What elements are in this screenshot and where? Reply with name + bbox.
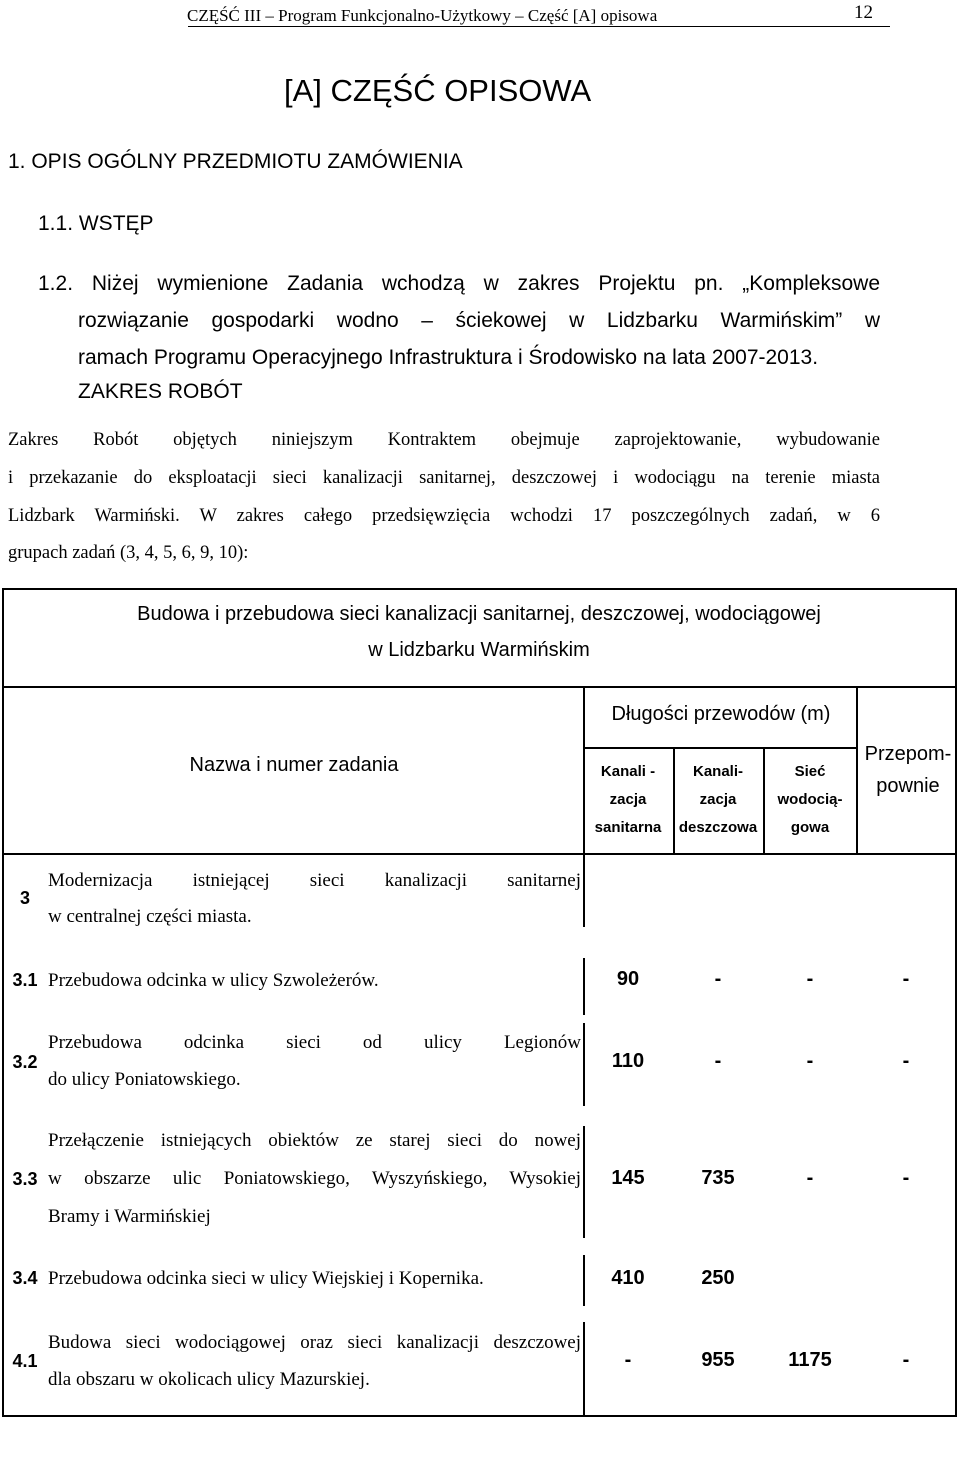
task-name-line: Modernizacja istniejącej sieci kanalizacji sanitarnej: [48, 870, 581, 891]
value-sanitary: 90: [616, 968, 640, 990]
header-line: Kanali-: [692, 763, 743, 780]
document-title: [A] CZĘŚĆ OPISOWA: [284, 73, 592, 108]
column-header-sanitary-sewer: [584, 758, 672, 842]
task-name-line: do ulicy Poniatowskiego.: [48, 1069, 241, 1090]
column-header-pump-stations: [858, 738, 958, 802]
value-water: -: [806, 968, 814, 990]
value-storm: 955: [701, 1349, 735, 1371]
section-heading-1: 1. OPIS OGÓLNY PRZEDMIOTU ZAMÓWIENIA: [8, 150, 463, 173]
value-pump: -: [902, 1349, 910, 1371]
value-storm: 735: [701, 1167, 735, 1189]
task-name-line: w obszarze ulic Poniatowskiego, Wyszyńskiego, Wysokiej: [48, 1168, 581, 1189]
value-water: 1175: [788, 1349, 832, 1371]
header-line: Sieć: [794, 763, 826, 780]
section-1-2-line-2: rozwiązanie gospodarki wodno – ściekowej w Lidzbarku Warmińskim” w: [78, 309, 880, 332]
column-header-lengths: Długości przewodów (m): [611, 703, 831, 725]
task-number: 3: [19, 888, 30, 908]
value-storm: 250: [701, 1267, 735, 1289]
task-name-line: Przebudowa odcinka sieci w ulicy Wiejskiej i Kopernika.: [48, 1268, 484, 1289]
task-name-line: dla obszaru w okolicach ulicy Mazurskiej.: [48, 1369, 370, 1390]
header-line: Kanali -: [600, 763, 656, 780]
header-line: zacja: [609, 791, 647, 808]
header-line: Przepom-: [864, 743, 952, 765]
task-number: 3.3: [12, 1169, 38, 1189]
value-water: -: [806, 1050, 814, 1072]
body-paragraph-line: Zakres Robót objętych niniejszym Kontraktem obejmuje zaprojektowanie, wybudowanie: [8, 430, 880, 450]
running-header: [0, 0, 960, 30]
value-sanitary: -: [624, 1349, 632, 1371]
value-pump: -: [902, 968, 910, 990]
value-storm: -: [714, 968, 722, 990]
table-border-top: [2, 588, 957, 590]
task-name-line: Przebudowa odcinka w ulicy Szwoleżerów.: [48, 970, 379, 991]
zakres-robot-heading: ZAKRES ROBÓT: [78, 380, 243, 403]
table-title: w Lidzbarku Warmińskim: [368, 639, 590, 661]
section-1-2-line-1: 1.2. Niżej wymienione Zadania wchodzą w zakres Projektu pn. „Kompleksowe: [38, 272, 880, 295]
running-header-text: CZĘŚĆ III – Program Funkcjonalno-Użytkowy – Część [A] opisowa: [187, 6, 658, 25]
header-line: gowa: [790, 819, 830, 836]
value-sanitary: 145: [611, 1167, 645, 1189]
section-1-2-line-3: ramach Programu Operacyjnego Infrastruktura i Środowisko na lata 2007-2013.: [78, 346, 819, 369]
task-number: 3.2: [12, 1052, 38, 1072]
task-number: 3.4: [12, 1268, 38, 1288]
value-pump: -: [902, 1167, 910, 1189]
header-line: zacja: [699, 791, 737, 808]
task-name-line: Przełączenie istniejących obiektów ze starej sieci do nowej: [48, 1130, 581, 1151]
body-paragraph-line: Lidzbark Warmiński. W zakres całego przedsięwzięcia wchodzi 17 poszczególnych zadań, w 6: [8, 506, 880, 526]
column-header-water-network: [764, 758, 856, 842]
column-header-task-name: Nazwa i numer zadania: [189, 754, 399, 776]
body-paragraph-line: grupach zadań (3, 4, 5, 6, 9, 10):: [8, 543, 249, 563]
header-line: deszczowa: [678, 819, 758, 836]
section-heading-1-1: 1.1. WSTĘP: [38, 212, 154, 235]
table-border: [583, 853, 585, 927]
task-name-line: Budowa sieci wodociągowej oraz sieci kanalizacji deszczowej: [48, 1332, 581, 1353]
table-border: [2, 853, 957, 855]
table-border-right: [955, 588, 957, 1416]
value-water: -: [806, 1167, 814, 1189]
table-title: Budowa i przebudowa sieci kanalizacji sanitarnej, deszczowej, wodociągowej: [137, 603, 821, 625]
header-line: pownie: [876, 775, 940, 797]
task-number: 3.1: [12, 970, 38, 990]
header-line: sanitarna: [594, 819, 662, 836]
task-number: 4.1: [12, 1351, 38, 1371]
page-number: 12: [854, 2, 873, 23]
header-rule: [188, 26, 890, 27]
value-sanitary: 110: [611, 1050, 645, 1072]
header-line: wodocią-: [777, 791, 843, 808]
table-border: [2, 686, 957, 688]
task-name-line: Bramy i Warmińskiej: [48, 1206, 211, 1227]
task-name-line: Przebudowa odcinka sieci od ulicy Legionów: [48, 1032, 581, 1053]
value-sanitary: 410: [611, 1267, 645, 1289]
body-paragraph-line: i przekazanie do eksploatacji sieci kanalizacji sanitarnej, deszczowej i wodociągu na terenie miasta: [8, 468, 880, 488]
table-border-bottom: [2, 1415, 957, 1417]
table-border: [583, 747, 857, 749]
task-name-line: w centralnej części miasta.: [48, 906, 252, 927]
value-storm: -: [714, 1050, 722, 1072]
table-border-left: [2, 588, 4, 1416]
column-header-storm-sewer: [674, 758, 762, 842]
value-pump: -: [902, 1050, 910, 1072]
